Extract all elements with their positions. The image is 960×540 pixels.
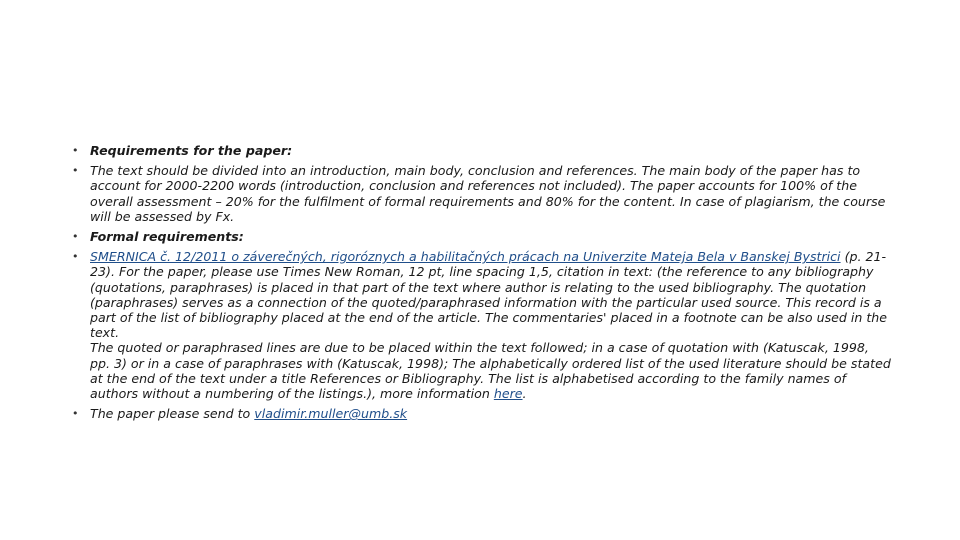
bullet-dot: •	[72, 144, 79, 157]
structure-text: The text should be divided into an introduction, main body, conclusion and references. The main body of the paper has to account for 2000-2200 words (introduction, conclusion and references not included). The paper accounts for 100% of the overall assessment – 20% for the fulfilment of formal requirements and 80% for the content. In case of plagiarism, the course will be assessed by Fx.	[90, 163, 886, 224]
bullet-dot: •	[72, 407, 79, 421]
citation-paragraph	[90, 340, 892, 401]
bullet-formal-heading	[72, 229, 892, 244]
end-punct: .	[522, 386, 527, 402]
bullet-structure	[72, 163, 892, 224]
email-link[interactable]: vladimir.muller@umb.sk	[254, 406, 408, 422]
bullet-dot: •	[72, 164, 79, 178]
bullet-send	[72, 406, 892, 421]
bullet-formal-details	[72, 249, 892, 401]
bullet-requirements-heading	[72, 143, 892, 158]
requirements-heading: Requirements for the paper:	[90, 143, 293, 158]
here-link[interactable]: here	[493, 386, 523, 402]
formal-details-text: (p. 21-23). For the paper, please use Times New Roman, 12 pt, line spacing 1,5, citation in text: (the reference to any bibliography (quotations, paraphrases) is placed in that part of the text where author is relating to the used bibliography. The quotation (paraphrases) serves as a connection of the quoted/paraphrased information with the particular used source. This record is a part of the list of bibliography placed at the end of the article. The commentaries' placed in a footnote can be also used in the text.	[90, 249, 888, 341]
formal-heading: Formal requirements:	[90, 229, 244, 245]
bullet-dot: •	[72, 250, 79, 264]
bullet-list	[72, 143, 892, 426]
citation-text: The quoted or paraphrased lines are due to be placed within the text followed; in a case of quotation with (Katuscak, 1998, pp. 3) or in a case of paraphrases with (Katuscak, 1998); The alphabetically ordered list of the used literature should be stated at the end of the text under a title References or Bibliography. The list is alphabetised according to the family names of authors without a numbering of the listings.), more information	[90, 340, 891, 402]
send-text: The paper please send to	[90, 406, 255, 422]
bullet-dot: •	[72, 230, 79, 244]
smernica-link[interactable]: SMERNICA č. 12/2011 o záverečných, rigoróznych a habilitačných prácach na Univerzite Mateja Bela v Banskej Bystrici	[90, 249, 841, 265]
